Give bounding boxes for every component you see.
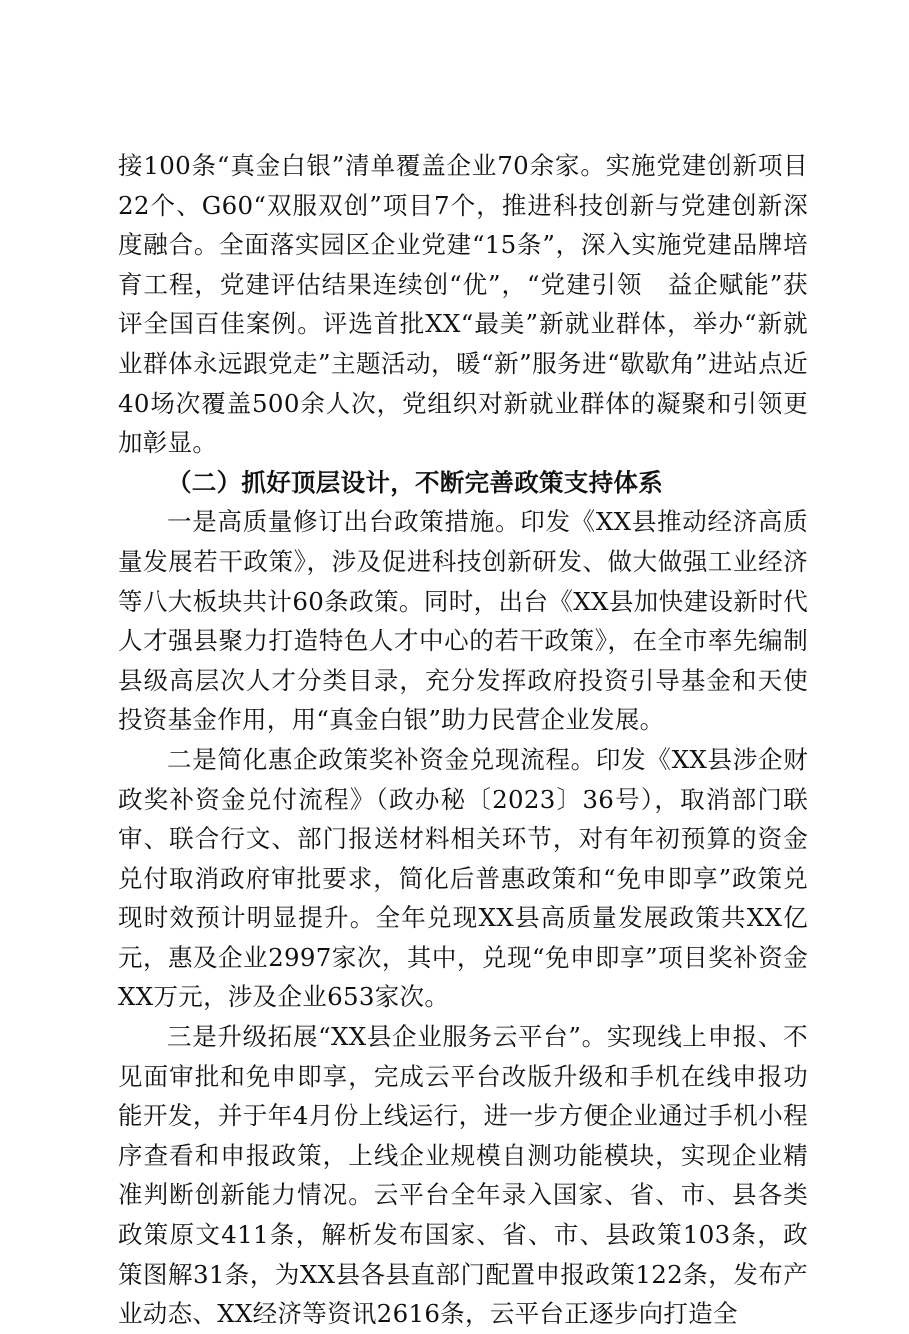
document-body xyxy=(118,146,808,1334)
paragraph-subsidy-process: 二是简化惠企政策奖补资金兑现流程。印发《XX县涉企财政奖补资金兑付流程》（政办秘〔2023〕36号），取消部门联审、联合行文、部门报送材料相关环节，对有年初预算的资金兑付取消政府审批要求，简化后普惠政策和“免申即享”政策兑现时效预计明显提升。全年兑现XX县高质量发展政策共XX亿元，惠及企业2997家次，其中，兑现“免申即享”项目奖补资金XX万元，涉及企业653家次。 xyxy=(118,744,808,1012)
section-heading: （二）抓好顶层设计，不断完善政策支持体系 xyxy=(167,467,663,497)
paragraph-continuation: 接100条“真金白银”清单覆盖企业70余家。实施党建创新项目22个、G60“双服双创”项目7个，推进科技创新与党建创新深度融合。全面落实园区企业党建“15条”，深入实施党建品牌培育工程，党建评估结果连续创“优”，“党建引领 益企赋能”获评全国百佳案例。评选首批XX“最美”新就业群体，举办“新就业群体永远跟党走”主题活动，暖“新”服务进“歇歇角”进站点近40场次覆盖500余人次，党组织对新就业群体的凝聚和引领更加彰显。 xyxy=(118,151,808,458)
paragraph-policy-measures: 一是高质量修订出台政策措施。印发《XX县推动经济高质量发展若干政策》，涉及促进科技创新研发、做大做强工业经济等八大板块共计60条政策。同时，出台《XX县加快建设新时代人才强县聚力打造特色人才中心的若干政策》，在全市率先编制县级高层次人才分类目录，充分发挥政府投资引导基金和天使投资基金作用，用“真金白银”助力民营企业发展。 xyxy=(118,507,808,735)
paragraph-cloud-platform: 三是升级拓展“XX县企业服务云平台”。实现线上申报、不见面审批和免申即享，完成云平台改版升级和手机在线申报功能开发，并于年4月份上线运行，进一步方便企业通过手机小程序查看和申报政策，上线企业规模自测功能模块，实现企业精准判断创新能力情况。云平台全年录入国家、省、市、县各类政策原文411条，解析发布国家、省、市、县政策103条，政策图解31条，为XX县各县直部门配置申报政策122条，发布产业动态、XX经济等资讯2616条，云平台正逐步向打造全 xyxy=(118,1022,808,1329)
